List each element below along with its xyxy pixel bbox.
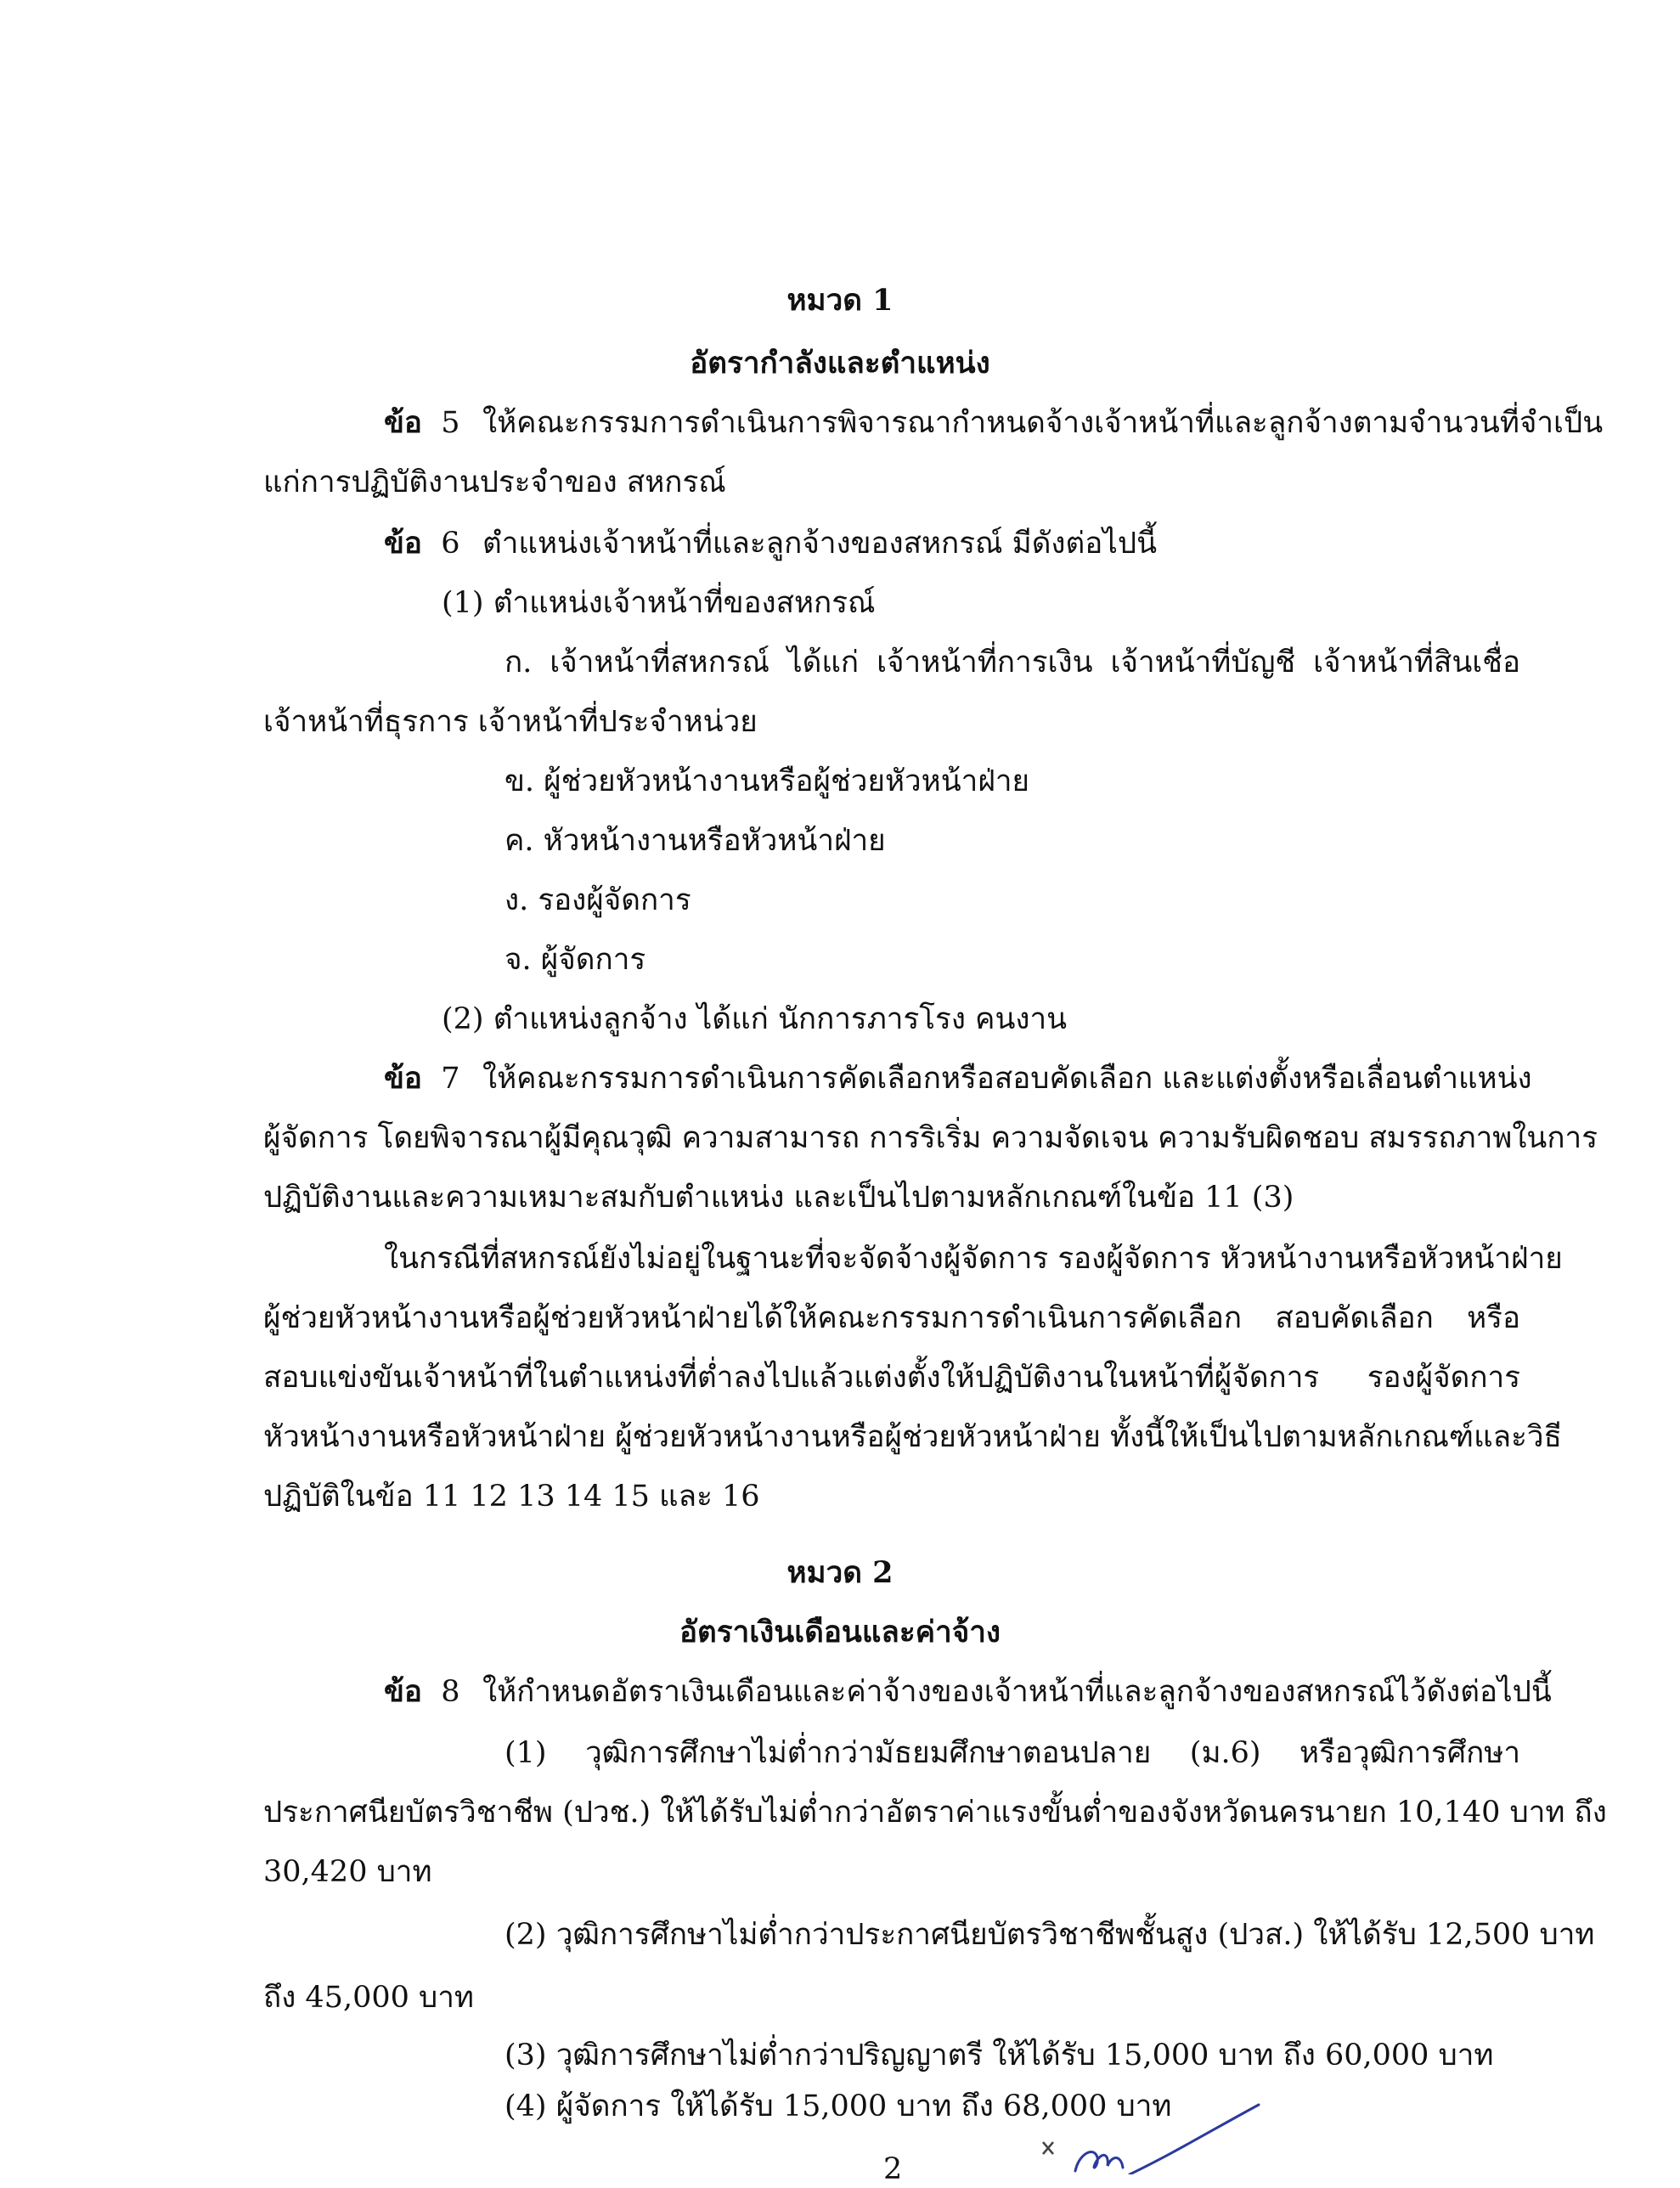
clause-6-line-1: ตำแหน่งเจ้าหน้าที่และลูกจ้างของสหกรณ์ มีดังต่อไปนี้ <box>482 527 1158 561</box>
clause-number: 6 <box>441 527 460 561</box>
clause-6-label <box>384 525 460 562</box>
clause-7-label <box>384 1060 460 1097</box>
clause-6-sub-d: ง. รองผู้จัดการ <box>505 883 691 917</box>
clause-6-sub-a-line-2: เจ้าหน้าที่ธุรการ เจ้าหน้าที่ประจำหน่วย <box>263 705 758 739</box>
chapter-1-title: อัตรากำลังและตำแหน่ง <box>690 346 990 381</box>
clause-7-line-1: ให้คณะกรรมการดำเนินการคัดเลือกหรือสอบคัดเลือก และแต่งตั้งหรือเลื่อนตำแหน่ง <box>482 1062 1532 1096</box>
chapter-2-heading: หมวด 2 <box>786 1555 894 1590</box>
clause-6-sub-a-line-1: ก. เจ้าหน้าที่สหกรณ์ ได้แก่ เจ้าหน้าที่การเงิน เจ้าหน้าที่บัญชี เจ้าหน้าที่สินเชื่อ <box>505 646 1520 680</box>
clause-7-para-2-line-3: สอบแข่งขันเจ้าหน้าที่ในตำแหน่งที่ต่ำลงไปแล้วแต่งตั้งให้ปฏิบัติงานในหน้าที่ผู้จัดการ รองผู้จัดการ <box>263 1361 1520 1395</box>
clause-8-item-1-line-1: (1) วุฒิการศึกษาไม่ต่ำกว่ามัธยมศึกษาตอนปลาย (ม.6) หรือวุฒิการศึกษา <box>505 1736 1520 1770</box>
clause-7-line-3: ปฏิบัติงานและความเหมาะสมกับตำแหน่ง และเป็นไปตามหลักเกณฑ์ในข้อ 11 (3) <box>263 1181 1294 1215</box>
clause-number: 7 <box>441 1062 460 1096</box>
clause-8-item-3: (3) วุฒิการศึกษาไม่ต่ำกว่าปริญญาตรี ให้ได้รับ 15,000 บาท ถึง 60,000 บาท <box>505 2039 1494 2072</box>
clause-5-line-1: ให้คณะกรรมการดำเนินการพิจารณากำหนดจ้างเจ้าหน้าที่และลูกจ้างตามจำนวนที่จำเป็น <box>482 406 1604 440</box>
clause-label: ข้อ <box>384 526 422 561</box>
clause-5-label <box>384 404 460 442</box>
clause-7-line-2: ผู้จัดการ โดยพิจารณาผู้มีคุณวุฒิ ความสามารถ การริเริ่ม ความจัดเจน ความรับผิดชอบ สมรรถภาพในการ <box>263 1121 1598 1155</box>
clause-8-item-2-line-1: (2) วุฒิการศึกษาไม่ต่ำกว่าประกาศนียบัตรวิชาชีพชั้นสูง (ปวส.) ให้ได้รับ 12,500 บาท <box>505 1918 1595 1952</box>
clause-6-sub-e: จ. ผู้จัดการ <box>505 943 646 977</box>
clause-7-para-2-line-2: ผู้ช่วยหัวหน้างานหรือผู้ช่วยหัวหน้าฝ่ายได้ให้คณะกรรมการดำเนินการคัดเลือก สอบคัดเลือก หรือ <box>263 1301 1520 1335</box>
clause-8-item-4: (4) ผู้จัดการ ให้ได้รับ 15,000 บาท ถึง 68,000 บาท <box>505 2089 1172 2123</box>
clause-label: ข้อ <box>384 405 422 440</box>
chapter-2-title: อัตราเงินเดือนและค่าจ้าง <box>679 1615 1001 1649</box>
page-number: 2 <box>883 2152 903 2186</box>
clause-8-item-1-line-2: ประกาศนียบัตรวิชาชีพ (ปวช.) ให้ได้รับไม่ต่ำกว่าอัตราค่าแรงขั้นต่ำของจังหวัดนครนายก 10,140 บาท ถึง <box>263 1796 1607 1830</box>
clause-8-line-1: ให้กำหนดอัตราเงินเดือนและค่าจ้างของเจ้าหน้าที่และลูกจ้างของสหกรณ์ไว้ดังต่อไปนี้ <box>482 1675 1552 1709</box>
clause-6-item-1: (1) ตำแหน่งเจ้าหน้าที่ของสหกรณ์ <box>442 586 876 620</box>
clause-number: 5 <box>441 406 460 440</box>
clause-7-para-2-line-4: หัวหน้างานหรือหัวหน้าฝ่าย ผู้ช่วยหัวหน้างานหรือผู้ช่วยหัวหน้าฝ่าย ทั้งนี้ให้เป็นไปตามหลักเกณฑ์และวิธี <box>263 1420 1562 1454</box>
clause-8-label <box>384 1673 460 1711</box>
clause-6-item-2: (2) ตำแหน่งลูกจ้าง ได้แก่ นักการภารโรง คนงาน <box>442 1002 1068 1036</box>
clause-label: ข้อ <box>384 1674 422 1709</box>
clause-number: 8 <box>441 1675 460 1709</box>
clause-6-sub-c: ค. หัวหน้างานหรือหัวหน้าฝ่าย <box>505 824 886 858</box>
clause-8-item-2-line-2: ถึง 45,000 บาท <box>263 1981 474 2015</box>
clause-label: ข้อ <box>384 1061 422 1096</box>
clause-6-sub-b: ข. ผู้ช่วยหัวหน้างานหรือผู้ช่วยหัวหน้าฝ่าย <box>505 764 1030 798</box>
chapter-1-heading: หมวด 1 <box>786 283 894 318</box>
clause-5-line-2: แก่การปฏิบัติงานประจำของ สหกรณ์ <box>263 465 726 499</box>
clause-7-para-2-line-5: ปฏิบัติในข้อ 11 12 13 14 15 และ 16 <box>263 1480 760 1514</box>
clause-7-para-2-line-1: ในกรณีที่สหกรณ์ยังไม่อยู่ในฐานะที่จะจัดจ้างผู้จัดการ รองผู้จัดการ หัวหน้างานหรือหัวหน้าฝ่าย <box>384 1242 1563 1276</box>
clause-8-item-1-line-3: 30,420 บาท <box>263 1855 432 1889</box>
signature-image <box>1002 2095 1283 2174</box>
